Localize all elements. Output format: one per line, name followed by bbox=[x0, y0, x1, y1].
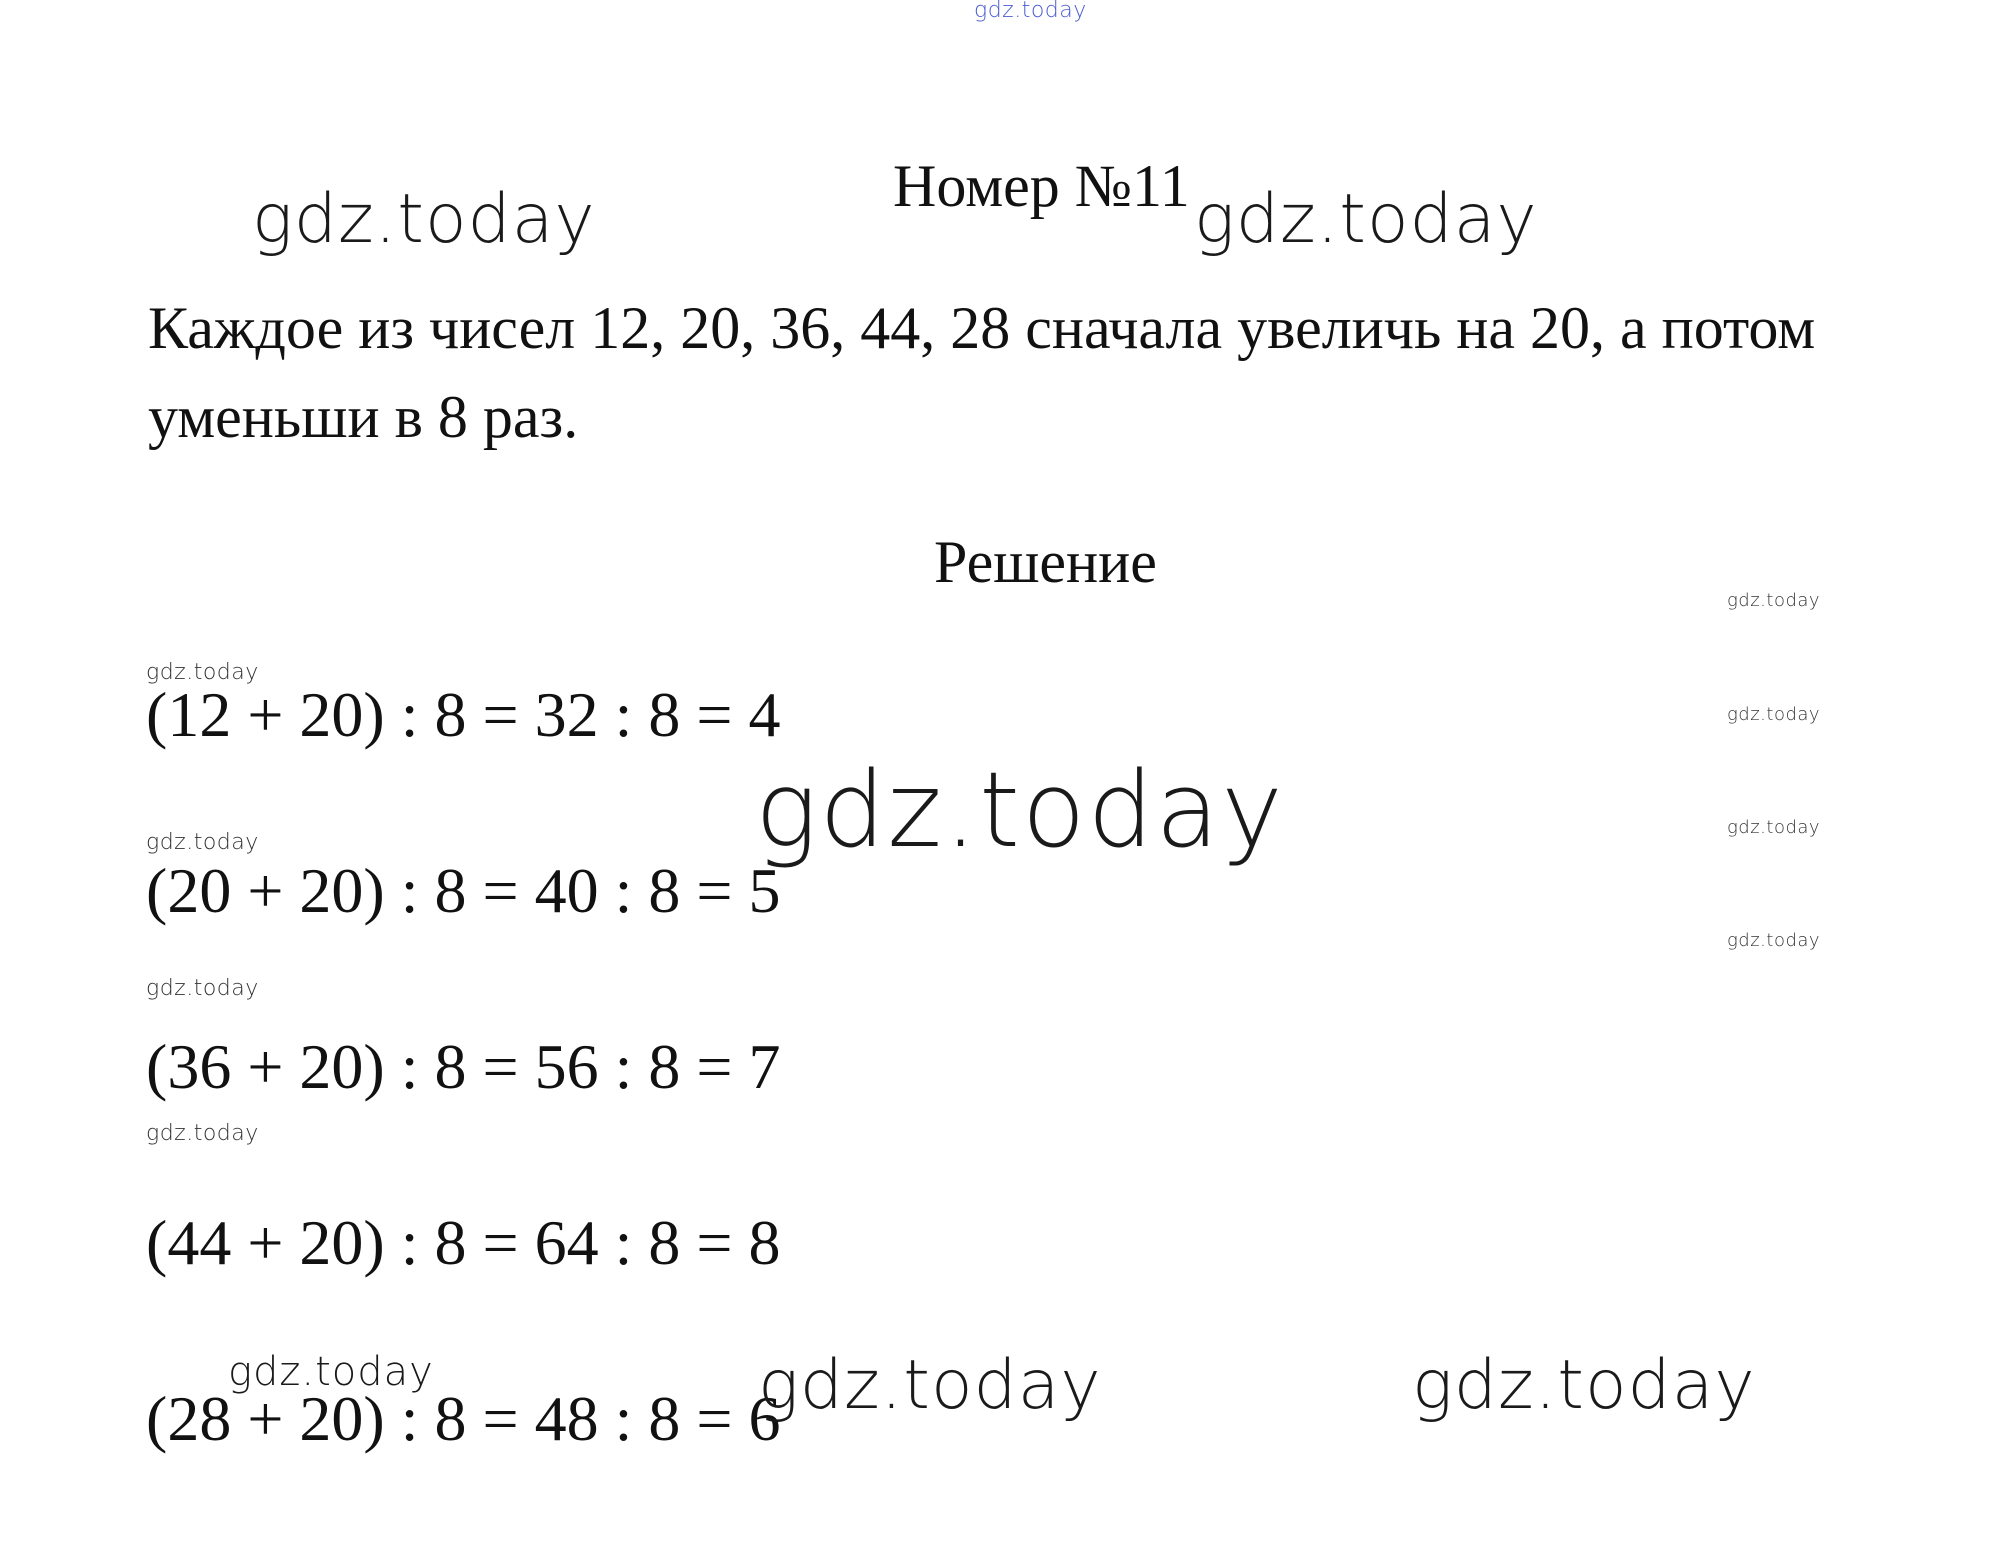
watermark-eq-5: gdz.today bbox=[228, 1349, 434, 1395]
watermark-eq-4: gdz.today bbox=[146, 1121, 259, 1146]
watermark-eq-2: gdz.today bbox=[146, 830, 259, 855]
equation-5: (28 + 20) : 8 = 48 : 8 = 6 bbox=[146, 1383, 781, 1454]
page-title: Номер №11 bbox=[893, 153, 1190, 219]
task-text-line-2: уменьши в 8 раз. bbox=[148, 384, 579, 450]
watermark-top: gdz.today bbox=[974, 0, 1087, 23]
equation-4: (44 + 20) : 8 = 64 : 8 = 8 bbox=[146, 1207, 781, 1278]
watermark-right-1: gdz.today bbox=[1727, 590, 1821, 611]
equation-1: (12 + 20) : 8 = 32 : 8 = 4 bbox=[146, 679, 781, 750]
equation-3: (36 + 20) : 8 = 56 : 8 = 7 bbox=[146, 1031, 781, 1102]
task-text-line-1: Каждое из чисел 12, 20, 36, 44, 28 сначала увеличь на 20, а потом bbox=[148, 295, 1816, 361]
watermark-header-left: gdz.today bbox=[252, 180, 596, 259]
equation-2: (20 + 20) : 8 = 40 : 8 = 5 bbox=[146, 855, 781, 926]
watermark-right-4: gdz.today bbox=[1727, 930, 1821, 951]
watermark-eq-3: gdz.today bbox=[146, 976, 259, 1001]
watermark-right-3: gdz.today bbox=[1727, 817, 1821, 838]
watermark-bottom-right: gdz.today bbox=[1412, 1346, 1756, 1425]
solution-heading: Решение bbox=[934, 529, 1157, 595]
watermark-center-large: gdz.today bbox=[755, 749, 1285, 871]
watermark-header-right: gdz.today bbox=[1194, 180, 1538, 259]
watermark-right-2: gdz.today bbox=[1727, 704, 1821, 725]
watermark-bottom-center: gdz.today bbox=[758, 1346, 1102, 1425]
watermark-eq-1: gdz.today bbox=[146, 660, 259, 685]
